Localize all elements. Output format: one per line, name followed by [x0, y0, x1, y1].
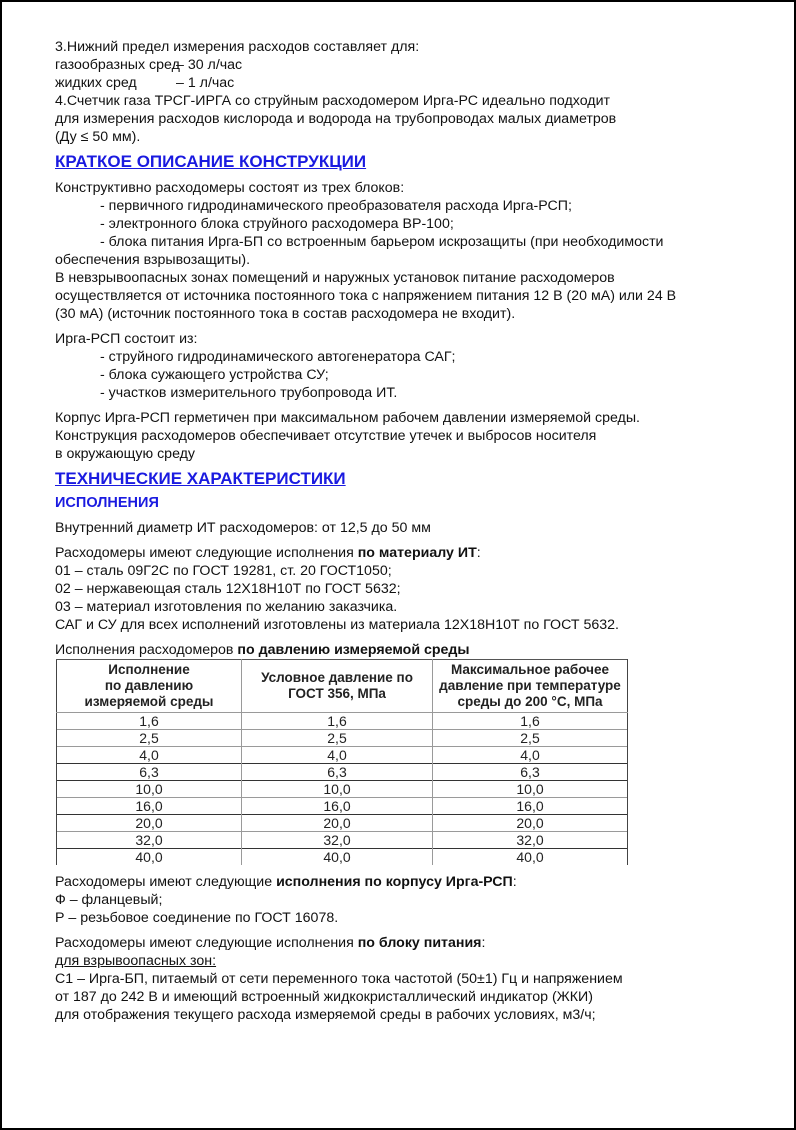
material-item: 03 – материал изготовления по желанию заказчика.: [55, 599, 398, 615]
pressure-intro-bold: по давлению измеряемой среды: [237, 642, 470, 658]
table-cell: 1,6: [433, 713, 628, 730]
table-row: [57, 798, 628, 815]
table-cell: 1,6: [57, 713, 242, 730]
table-row: [57, 832, 628, 849]
construction-intro: Конструктивно расходомеры состоят из трех блоков:: [55, 180, 405, 196]
power-c1-line: для отображения текущего расхода измеряемой среды в рабочих условиях, м3/ч;: [55, 1007, 596, 1023]
sealing-line: Конструкция расходомеров обеспечивает отсутствие утечек и выбросов носителя: [55, 428, 597, 444]
rsp-part-item: - блока сужающего устройства СУ;: [100, 367, 329, 383]
power-paragraph-line: (30 мА) (источник постоянного тока в состав расходомера не входит).: [55, 306, 516, 322]
table-row: [57, 764, 628, 781]
table-cell: 20,0: [57, 815, 242, 832]
power-unit-intro-end: :: [481, 935, 486, 951]
table-row: [57, 849, 628, 866]
body-type-item: Ф – фланцевый;: [55, 892, 163, 908]
table-cell: 10,0: [242, 781, 433, 798]
table-cell: 4,0: [433, 747, 628, 764]
table-cell: 10,0: [433, 781, 628, 798]
material-intro: [55, 544, 755, 562]
table-cell: 40,0: [242, 849, 433, 866]
document-content: [55, 38, 755, 1024]
table-cell: 32,0: [57, 832, 242, 849]
hazardous-zone-label: для взрывоопасных зон:: [55, 953, 217, 969]
lower-limit-title: 3.Нижний предел измерения расходов составляет для:: [55, 39, 420, 55]
table-cell: 20,0: [433, 815, 628, 832]
table-row: [57, 815, 628, 832]
body-intro-plain: Расходомеры имеют следующие: [55, 874, 277, 890]
table-row: [57, 781, 628, 798]
pressure-table-header-nominal: Условное давление по ГОСТ 356, МПа: [242, 660, 433, 713]
table-cell: 6,3: [57, 764, 242, 781]
material-intro-plain: Расходомеры имеют следующие исполнения: [55, 545, 358, 561]
power-unit-intro: [55, 934, 755, 952]
item4-line: (Ду ≤ 50 мм).: [55, 129, 141, 145]
diameter-text: Внутренний диаметр ИТ расходомеров: от 12,5 до 50 мм: [55, 520, 431, 536]
table-cell: 4,0: [242, 747, 433, 764]
lower-limit-gas-row: [55, 56, 755, 74]
table-cell: 20,0: [242, 815, 433, 832]
lower-limit-gas-value: – 30 л/час: [176, 57, 243, 73]
material-intro-bold: по материалу ИТ: [357, 545, 477, 561]
pressure-intro: [55, 641, 755, 659]
sealing-line: в окружающую среду: [55, 446, 196, 462]
body-type-item: Р – резьбовое соединение по ГОСТ 16078.: [55, 910, 339, 926]
construction-block-tail: обеспечения взрывозащиты).: [55, 252, 251, 268]
construction-block-item: - электронного блока струйного расходомера ВР-100;: [100, 216, 454, 232]
table-cell: 6,3: [242, 764, 433, 781]
pressure-table-header-row: [57, 660, 628, 713]
power-c1-line: от 187 до 242 В и имеющий встроенный жидкокристаллический индикатор (ЖКИ): [55, 989, 593, 1005]
table-cell: 1,6: [242, 713, 433, 730]
rsp-intro: Ирга-РСП состоит из:: [55, 331, 198, 347]
table-cell: 2,5: [242, 730, 433, 747]
table-cell: 2,5: [433, 730, 628, 747]
table-cell: 32,0: [433, 832, 628, 849]
rsp-part-item: - участков измерительного трубопровода ИТ.: [100, 385, 398, 401]
table-cell: 10,0: [57, 781, 242, 798]
power-unit-intro-bold: по блоку питания: [357, 935, 482, 951]
material-item: 01 – сталь 09Г2С по ГОСТ 19281, ст. 20 ГОСТ1050;: [55, 563, 392, 579]
construction-heading[interactable]: КРАТКОЕ ОПИСАНИЕ КОНСТРУКЦИИ: [55, 152, 367, 171]
lower-limit-gas-label: газообразных сред: [55, 57, 180, 73]
table-cell: 40,0: [433, 849, 628, 866]
table-cell: 40,0: [57, 849, 242, 866]
pressure-table-header-max: Максимальное рабочее давление при температуре среды до 200 °С, МПа: [433, 660, 628, 713]
table-cell: 32,0: [242, 832, 433, 849]
table-row: [57, 730, 628, 747]
item4-line: 4.Счетчик газа ТРСГ-ИРГА со струйным расходомером Ирга-РС идеально подходит: [55, 93, 611, 109]
table-cell: 16,0: [433, 798, 628, 815]
power-unit-intro-plain: Расходомеры имеют следующие исполнения: [55, 935, 358, 951]
material-note: САГ и СУ для всех исполнений изготовлены из материала 12Х18Н10Т по ГОСТ 5632.: [55, 617, 619, 633]
specs-heading[interactable]: ТЕХНИЧЕСКИЕ ХАРАКТЕРИСТИКИ: [55, 469, 346, 488]
sealing-line: Корпус Ирга-РСП герметичен при максимальном рабочем давлении измеряемой среды.: [55, 410, 640, 426]
table-cell: 6,3: [433, 764, 628, 781]
table-cell: 16,0: [57, 798, 242, 815]
material-item: 02 – нержавеющая сталь 12Х18Н10Т по ГОСТ 5632;: [55, 581, 401, 597]
body-intro-bold: исполнения по корпусу Ирга-РСП: [276, 874, 513, 890]
power-c1-line: С1 – Ирга-БП, питаемый от сети переменного тока частотой (50±1) Гц и напряжением: [55, 971, 623, 987]
construction-block-item: - блока питания Ирга-БП со встроенным барьером искрозащиты (при необходимости: [100, 234, 664, 250]
table-cell: 4,0: [57, 747, 242, 764]
lower-limit-liquid-row: [55, 74, 755, 92]
table-cell: 2,5: [57, 730, 242, 747]
construction-block-item: - первичного гидродинамического преобразователя расхода Ирга-РСП;: [100, 198, 572, 214]
lower-limit-liquid-value: – 1 л/час: [176, 75, 235, 91]
pressure-table-header-version: Исполнение по давлению измеряемой среды: [57, 660, 242, 713]
table-cell: 16,0: [242, 798, 433, 815]
table-row: [57, 747, 628, 764]
versions-subheading: ИСПОЛНЕНИЯ: [55, 495, 159, 511]
body-intro-end: :: [512, 874, 517, 890]
item4-line: для измерения расходов кислорода и водорода на трубопроводах малых диаметров: [55, 111, 617, 127]
pressure-intro-plain: Исполнения расходомеров: [55, 642, 238, 658]
material-intro-end: :: [476, 545, 481, 561]
power-paragraph-line: осуществляется от источника постоянного тока с напряжением питания 12 В (20 мА) или 24 В: [55, 288, 677, 304]
rsp-part-item: - струйного гидродинамического автогенератора САГ;: [100, 349, 456, 365]
body-intro: [55, 873, 755, 891]
table-row: [57, 713, 628, 730]
pressure-table: [56, 659, 628, 865]
power-paragraph-line: В невзрывоопасных зонах помещений и наружных установок питание расходомеров: [55, 270, 615, 286]
lower-limit-liquid-label: жидких сред: [55, 75, 137, 91]
